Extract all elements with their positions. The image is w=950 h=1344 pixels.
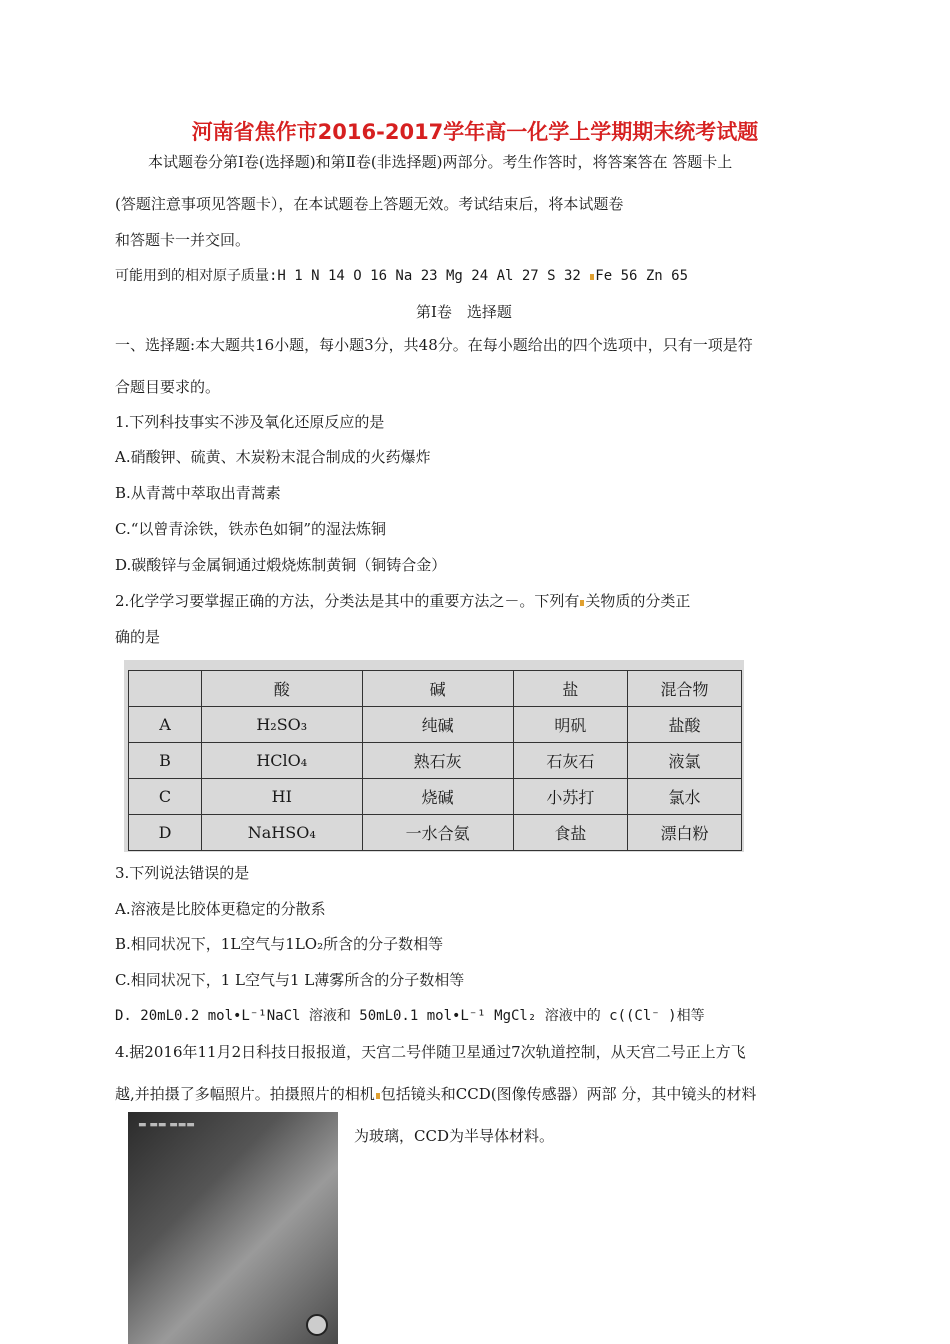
q1-option-c: C.“以曾青涂铁，铁赤色如铜”的湿法炼铜 bbox=[115, 520, 387, 538]
table-cell: A bbox=[129, 707, 202, 743]
table-cell: NaHSO₄ bbox=[202, 815, 363, 851]
q1-option-a: A.硝酸钾、硫黄、木炭粉末混合制成的火药爆炸 bbox=[115, 448, 431, 466]
table-header-cell: 碱 bbox=[362, 671, 513, 707]
table-cell: 熟石灰 bbox=[362, 743, 513, 779]
section1-instruction-1: 一、选择题:本大题共16小题，每小题3分，共48分。在每小题给出的四个选项中，只有一项是符 bbox=[115, 336, 753, 354]
q4-stem-part-b: 包括镜头和CCD(图像传感器）两部 分，其中镜头的材料 bbox=[380, 1085, 757, 1103]
document-title: 河南省焦作市2016-2017学年高一化学上学期期末统考试题 bbox=[191, 120, 759, 144]
table-cell: B bbox=[129, 743, 202, 779]
table-cell: 石灰石 bbox=[513, 743, 627, 779]
section1-instruction-2: 合题目要求的。 bbox=[115, 378, 221, 396]
q4-stem-line-2 bbox=[115, 1084, 756, 1104]
q4-stem-line-1: 4.据2016年11月2日科技日报报道，天宫二号伴随卫星通过7次轨道控制，从天宫二号正上方飞 bbox=[115, 1043, 746, 1061]
table-cell: 明矾 bbox=[513, 707, 627, 743]
table-cell: 小苏打 bbox=[513, 779, 627, 815]
table-cell: 氯水 bbox=[627, 779, 741, 815]
intro-line-3: 和答题卡一并交回。 bbox=[115, 231, 251, 249]
q2-stem bbox=[115, 591, 690, 611]
q4-stem-line-3: 为玻璃，CCD为半导体材料。 bbox=[354, 1127, 554, 1145]
table-row bbox=[129, 707, 742, 743]
table-cell: 液氯 bbox=[627, 743, 741, 779]
table-cell: 盐酸 bbox=[627, 707, 741, 743]
q3-stem: 3.下列说法错误的是 bbox=[115, 864, 250, 882]
satellite-photo bbox=[128, 1112, 338, 1344]
intro-line-2: (答题注意事项见答题卡），在本试题卷上答题无效。考试结束后，将本试题卷 bbox=[115, 195, 624, 213]
q3-option-d: D. 20mL0.2 mol•L⁻¹NaCl 溶液和 50mL0.1 mol•L⁻¹ MgCl₂ 溶液中的 c((Cl⁻ )相等 bbox=[115, 1008, 705, 1024]
classification-table bbox=[128, 670, 742, 851]
table-cell: 纯碱 bbox=[362, 707, 513, 743]
table-cell: 漂白粉 bbox=[627, 815, 741, 851]
q2-stem-part-a: 2.化学学习要掌握正确的方法，分类法是其中的重要方法之－。下列有 bbox=[115, 592, 580, 610]
table-row bbox=[129, 815, 742, 851]
q3-option-a: A.溶液是比胶体更稳定的分散系 bbox=[115, 900, 326, 918]
speck-mark bbox=[580, 600, 584, 606]
atomic-mass-line bbox=[115, 266, 688, 286]
table-row bbox=[129, 779, 742, 815]
speck-mark bbox=[590, 274, 594, 280]
table-header-cell: 混合物 bbox=[627, 671, 741, 707]
q3-option-b: B.相同状况下，1L空气与1LO₂所含的分子数相等 bbox=[115, 935, 444, 953]
classification-table-image bbox=[124, 660, 744, 852]
table-header-cell bbox=[129, 671, 202, 707]
table-header-cell: 盐 bbox=[513, 671, 627, 707]
speck-mark bbox=[376, 1093, 380, 1099]
table-cell: HClO₄ bbox=[202, 743, 363, 779]
table-cell: D bbox=[129, 815, 202, 851]
table-cell: H₂SO₃ bbox=[202, 707, 363, 743]
table-header-row bbox=[129, 671, 742, 707]
q1-option-d: D.碳酸锌与金属铜通过煅烧炼制黄铜（铜铸合金） bbox=[115, 556, 447, 574]
atomic-mass-tail: Fe 56 Zn 65 bbox=[595, 268, 689, 284]
table-cell: 一水合氨 bbox=[362, 815, 513, 851]
q2-stem-part-b: 关物质的分类正 bbox=[585, 592, 691, 610]
intro-line-1: 本试题卷分第Ⅰ卷(选择题)和第Ⅱ卷(非选择题)两部分。考生作答时，将答案答在 答题卡上 bbox=[148, 153, 733, 171]
table-header-cell: 酸 bbox=[202, 671, 363, 707]
q2-stem-cont: 确的是 bbox=[115, 628, 161, 646]
section1-title: 第Ⅰ卷 选择题 bbox=[416, 303, 512, 321]
table-cell: 食盐 bbox=[513, 815, 627, 851]
table-row bbox=[129, 743, 742, 779]
q4-stem-part-a: 越,并拍摄了多幅照片。拍摄照片的相机 bbox=[115, 1085, 375, 1103]
q1-stem: 1.下列科技事实不涉及氧化还原反应的是 bbox=[115, 413, 385, 431]
logo-seal-icon bbox=[306, 1314, 328, 1336]
table-cell: C bbox=[129, 779, 202, 815]
table-cell: 烧碱 bbox=[362, 779, 513, 815]
photo-caption-blur: ▬ ▬▬ ▬▬▬ bbox=[138, 1120, 195, 1130]
q3-option-c: C.相同状况下，1 L空气与1 L薄雾所含的分子数相等 bbox=[115, 971, 465, 989]
table-cell: HI bbox=[202, 779, 363, 815]
q1-option-b: B.从青蒿中萃取出青蒿素 bbox=[115, 484, 281, 502]
atomic-mass-text: 可能用到的相对原子质量:H 1 N 14 O 16 Na 23 Mg 24 Al 27 S 32 bbox=[115, 268, 590, 284]
